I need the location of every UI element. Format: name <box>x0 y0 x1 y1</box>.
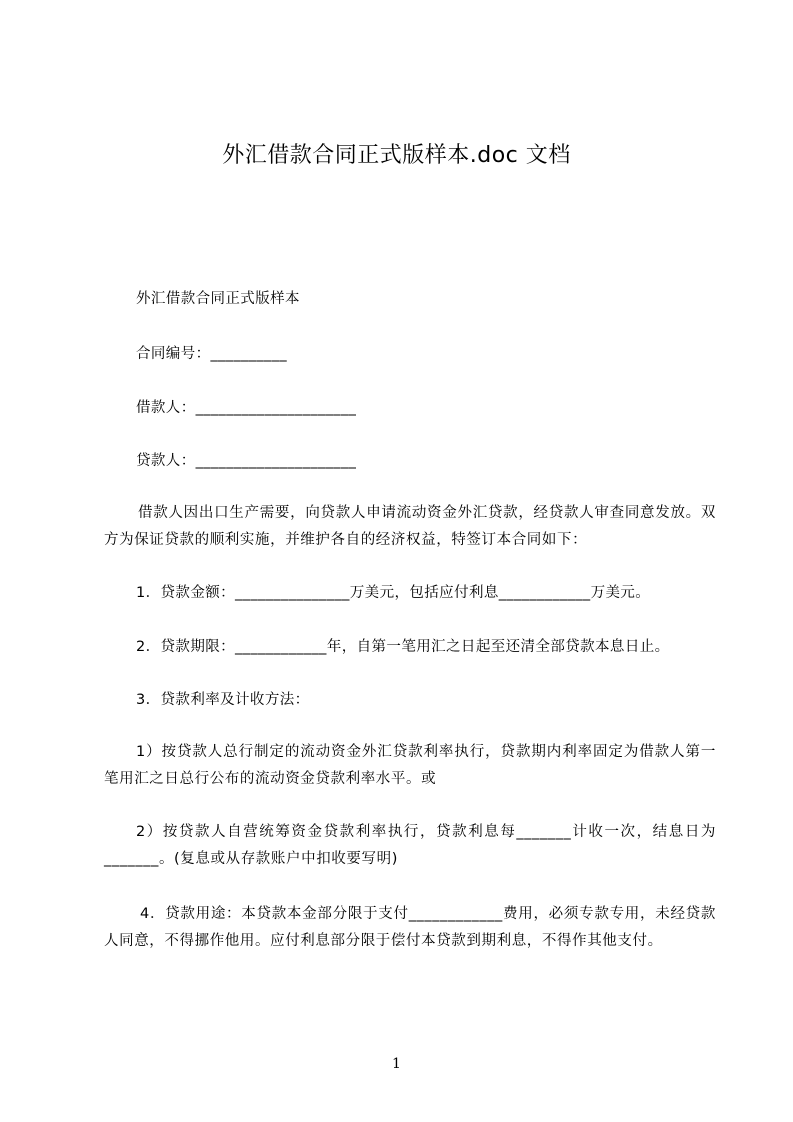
clause-4-loan-purpose: 4．贷款用途：本贷款本金部分限于支付____________费用，必须专款专用，未经贷款人同意，不得挪作他用。应付利息部分限于偿付本贷款到期利息，不得作其他支付。 <box>104 906 716 949</box>
clause-3-2-paragraph: 2）按贷款人自营统筹资金贷款利率执行，贷款利息每_______计收一次，结息日为_______。(复息或从存款账户中扣收要写明) <box>104 824 716 867</box>
contract-subtitle: 外汇借款合同正式版样本 <box>136 291 300 307</box>
clause-3-interest-method: 3．贷款利率及计收方法： <box>136 692 310 708</box>
document-title: 外汇借款合同正式版样本.doc 文档 <box>222 143 571 168</box>
borrower-line: 借款人：_____________________ <box>136 400 357 416</box>
lender-line: 贷款人：_____________________ <box>136 453 357 469</box>
intro-paragraph: 借款人因出口生产需要，向贷款人申请流动资金外汇贷款，经贷款人审查同意发放。双方为保证贷款的顺利实施，并维护各自的经济权益，特签订本合同如下： <box>104 505 716 548</box>
clause-1-loan-amount: 1．贷款金额：_______________万美元，包括应付利息____________万美元。 <box>136 585 651 601</box>
contract-number-line: 合同编号：__________ <box>136 346 287 362</box>
clause-3-1-paragraph: 1）按贷款人总行制定的流动资金外汇贷款利率执行，贷款期内利率固定为借款人第一笔用汇之日总行公布的流动资金贷款利率水平。或 <box>104 744 716 787</box>
clause-2-loan-term: 2．贷款期限：____________年，自第一笔用汇之日起至还清全部贷款本息日止。 <box>136 639 670 655</box>
page-number: 1 <box>392 1056 401 1072</box>
